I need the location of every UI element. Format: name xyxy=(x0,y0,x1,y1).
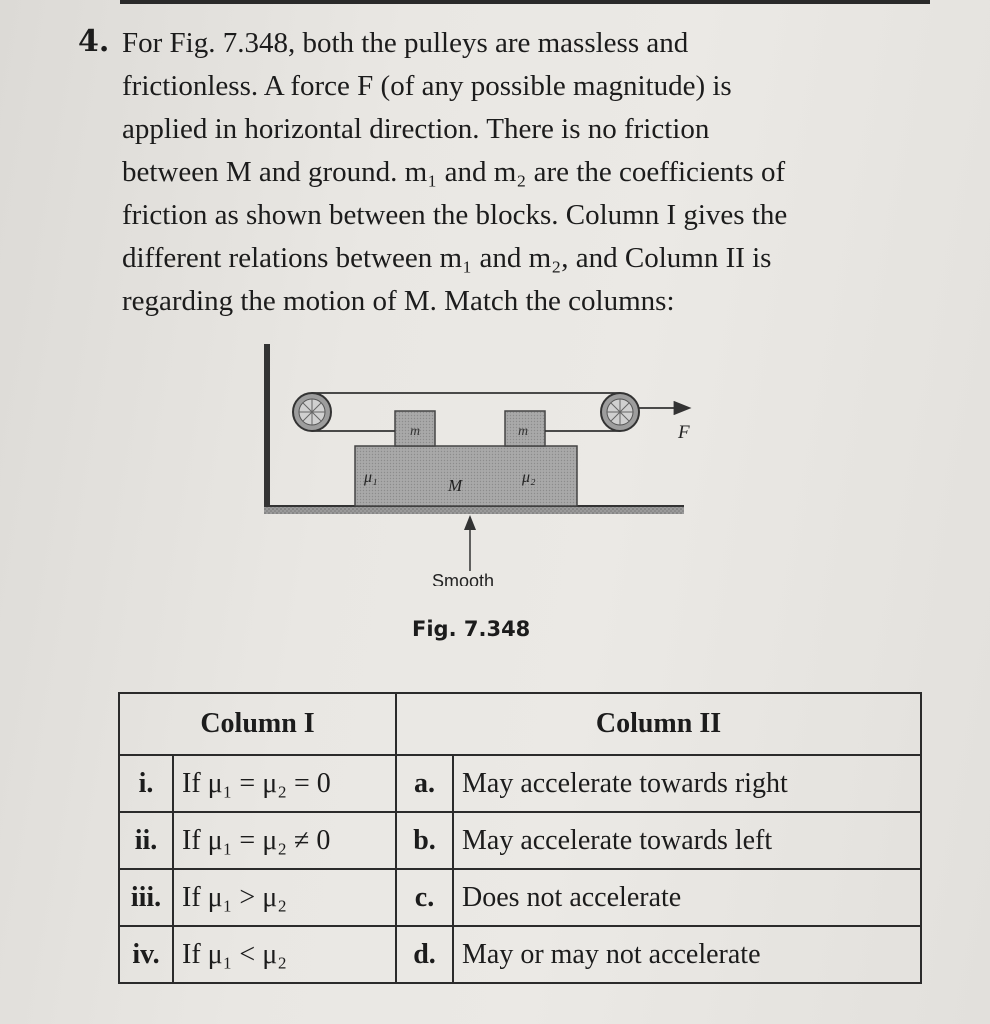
row-index: i. xyxy=(119,755,173,812)
ground xyxy=(264,506,684,514)
condition-cell: If μ₁ = μ₂ ≠ 0 xyxy=(173,812,396,869)
answer-cell: May accelerate towards right xyxy=(453,755,921,812)
question-line: friction as shown between the blocks. Column I gives the xyxy=(122,199,788,231)
answer-cell: Does not accelerate xyxy=(453,869,921,926)
question-line: frictionless. A force F (of any possible magnitude) is xyxy=(122,70,732,102)
match-columns-table xyxy=(118,692,922,984)
question-text xyxy=(122,22,922,323)
figure-caption: Fig. 7.348 xyxy=(412,617,531,641)
answer-letter: c. xyxy=(396,869,453,926)
question-line: regarding the motion of M. Match the columns: xyxy=(122,285,675,317)
condition-cell: If μ₁ = μ₂ = 0 xyxy=(173,755,396,812)
block-left-label: m xyxy=(410,424,421,439)
block-M xyxy=(355,446,577,506)
row-index: iii. xyxy=(119,869,173,926)
pulley-right xyxy=(601,393,639,431)
question-line: applied in horizontal direction. There is no friction xyxy=(122,113,710,145)
column-1-header: Column I xyxy=(119,693,396,755)
row-index: iv. xyxy=(119,926,173,983)
pulley-left xyxy=(293,393,331,431)
answer-letter: b. xyxy=(396,812,453,869)
answer-letter: d. xyxy=(396,926,453,983)
question-line: different relations between m₁ and m₂, and Column II is xyxy=(122,242,772,274)
table-row xyxy=(119,812,921,869)
wall xyxy=(264,344,270,512)
pulley-block-diagram xyxy=(260,336,700,586)
mu1-label: μ₁ xyxy=(364,469,378,486)
table-row xyxy=(119,755,921,812)
page-top-rule xyxy=(120,0,930,4)
block-right-label: m xyxy=(518,424,529,439)
table-row xyxy=(119,926,921,983)
big-block-label: M xyxy=(448,476,463,495)
question-number: 4. xyxy=(78,24,110,59)
table-row xyxy=(119,869,921,926)
condition-cell: If μ₁ > μ₂ xyxy=(173,869,396,926)
force-label: F xyxy=(678,422,690,443)
answer-cell: May or may not accelerate xyxy=(453,926,921,983)
column-2-header: Column II xyxy=(396,693,921,755)
row-index: ii. xyxy=(119,812,173,869)
question-line: between M and ground. m₁ and m₂ are the coefficients of xyxy=(122,156,786,188)
mu2-label: μ₂ xyxy=(522,469,536,486)
answer-letter: a. xyxy=(396,755,453,812)
question-line: For Fig. 7.348, both the pulleys are massless and xyxy=(122,27,689,59)
table-header-row xyxy=(119,693,921,755)
condition-cell: If μ₁ < μ₂ xyxy=(173,926,396,983)
ground-label: Smooth xyxy=(432,571,495,586)
answer-cell: May accelerate towards left xyxy=(453,812,921,869)
